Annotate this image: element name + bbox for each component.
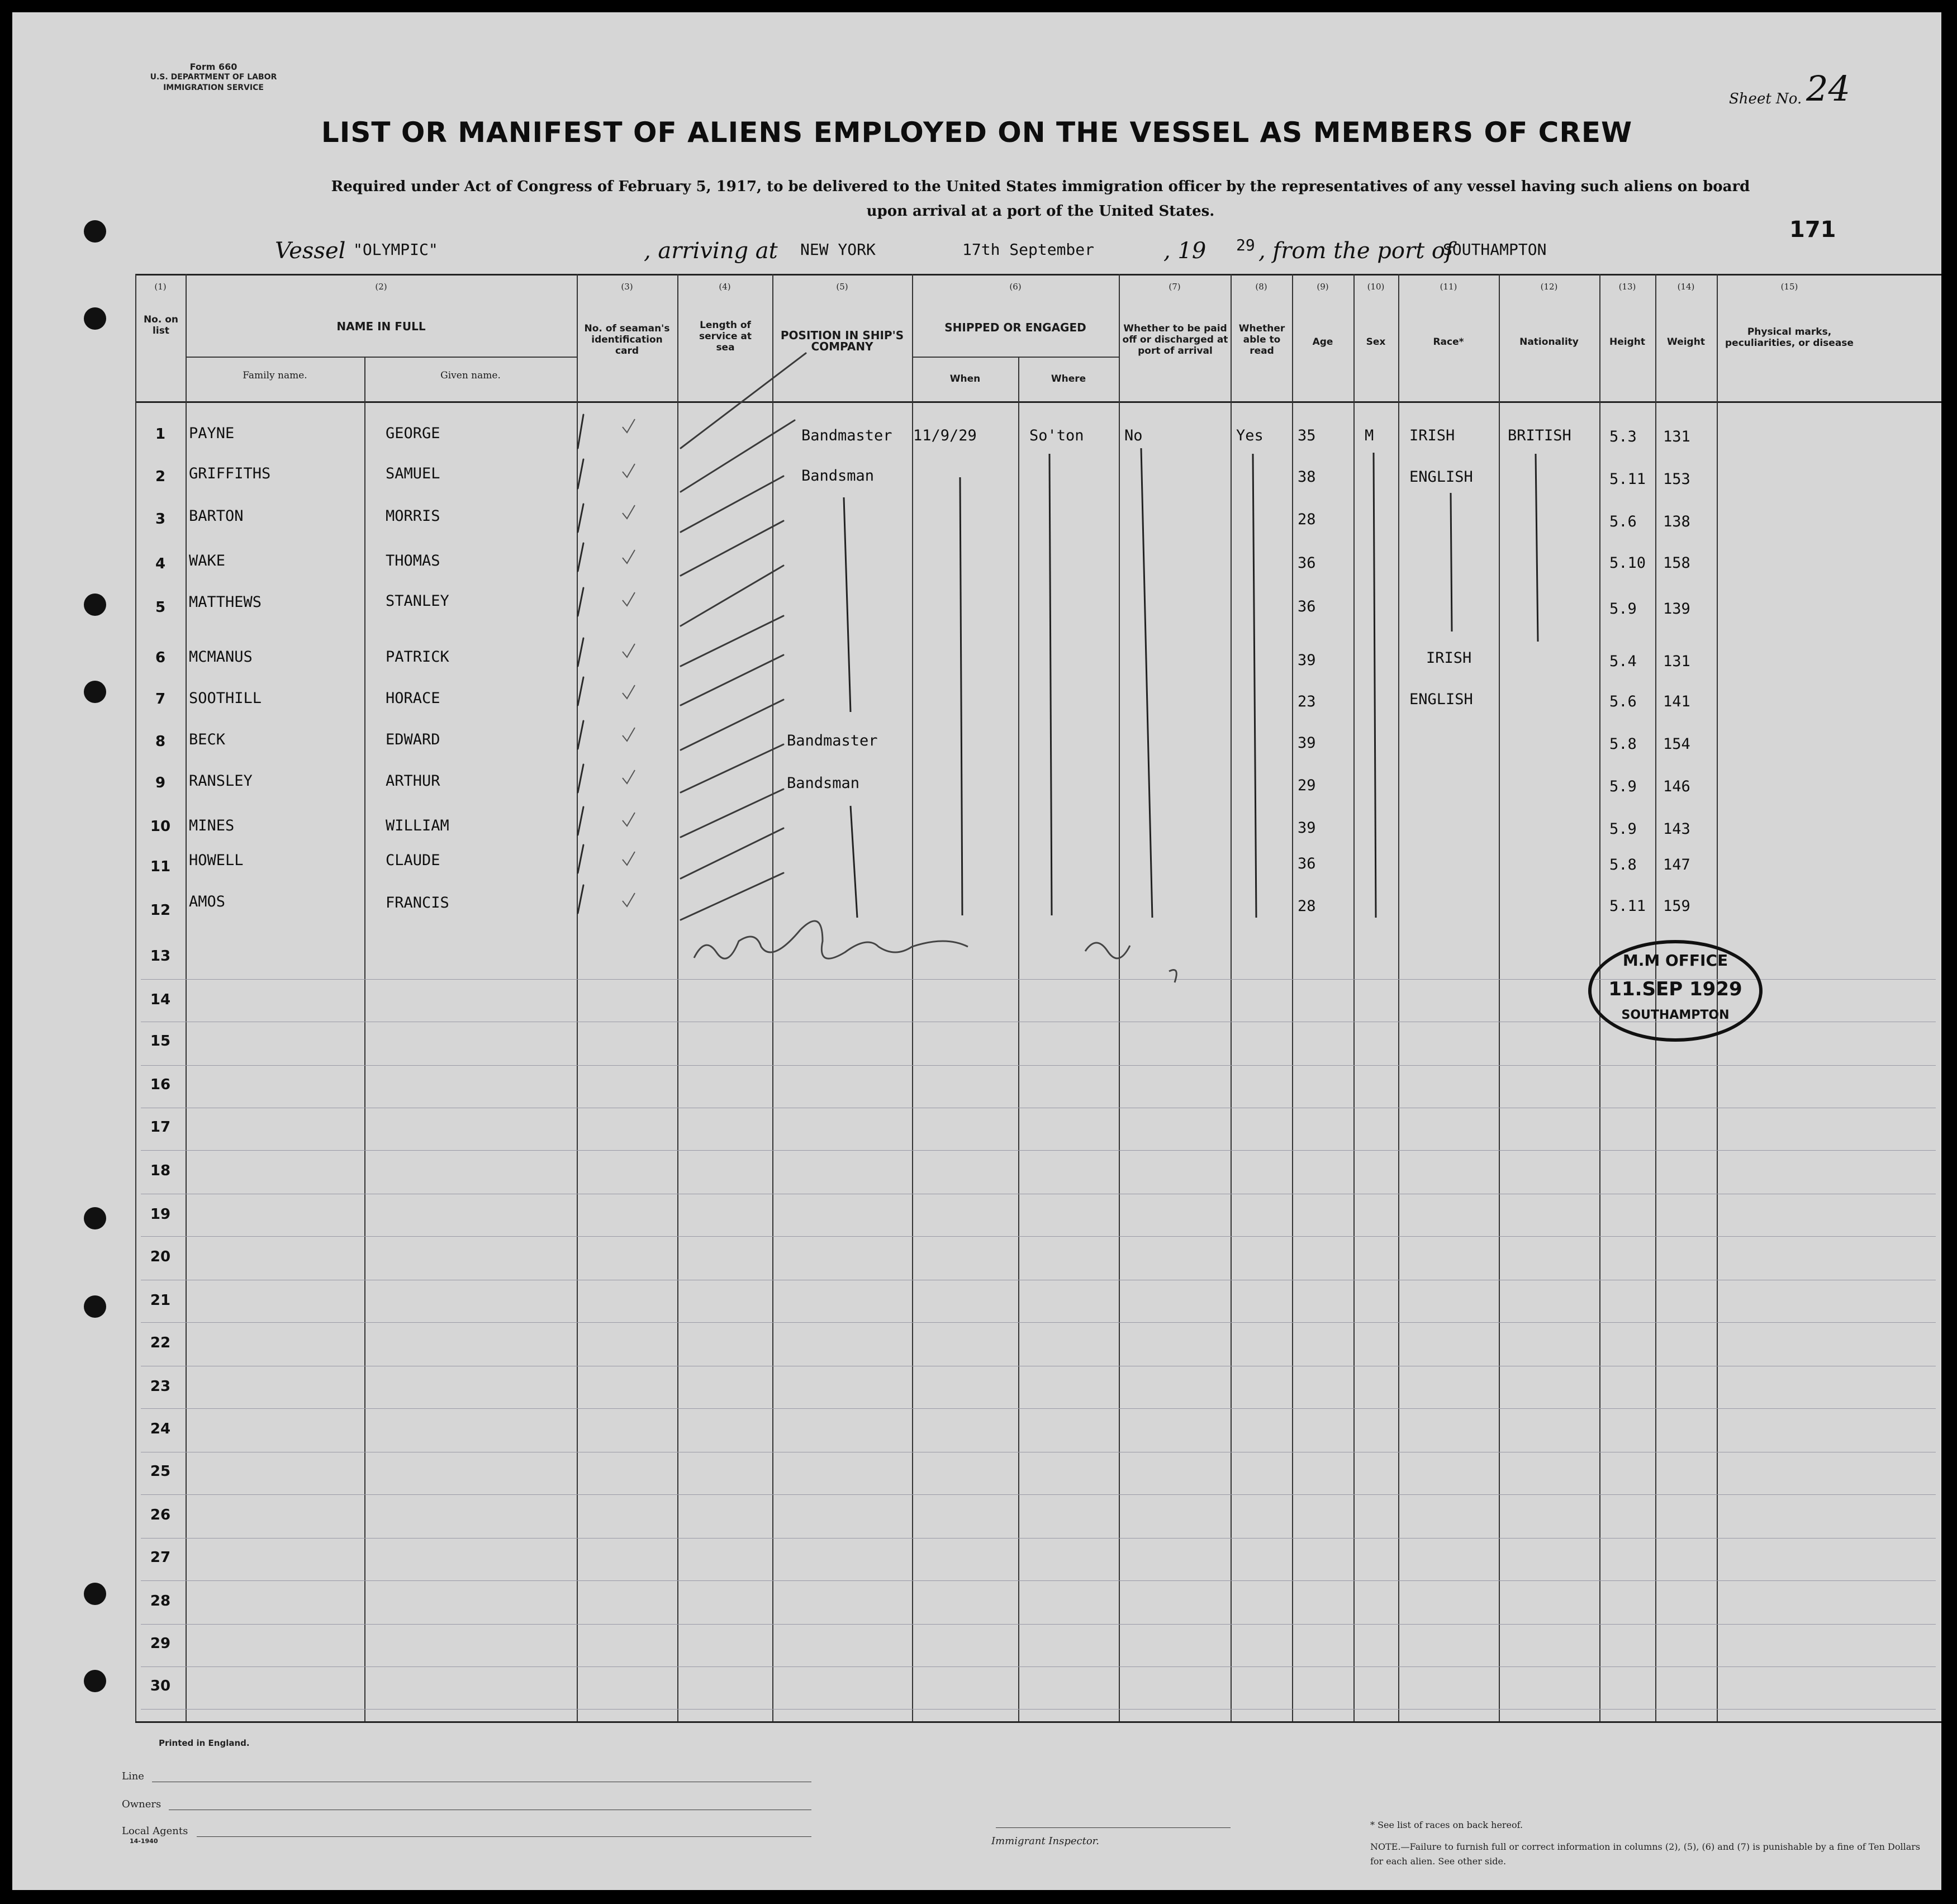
header-where: Where: [1051, 373, 1086, 384]
row-number: 19: [150, 1206, 171, 1223]
row-number: 13: [150, 948, 171, 965]
shipped-when: 11/9/29: [913, 427, 977, 444]
family-name: HOWELL: [189, 852, 244, 869]
header-seaman-card: No. of seaman's identification card: [584, 323, 670, 357]
page-subtitle: Required under Act of Congress of February 5, 1917, to be delivered to the United States immigration officer by the representatives of any vessel having such aliens on board upon arrival at a port of the United States.: [331, 178, 1750, 220]
weight: 131: [1663, 428, 1690, 445]
stamp-bottom: SOUTHAMPTON: [1621, 1008, 1730, 1022]
position: Bandmaster: [787, 732, 878, 749]
header-no-on-list: No. on list: [143, 314, 179, 336]
age: 39: [1298, 652, 1316, 669]
column-number: (4): [719, 282, 731, 292]
family-name: MCMANUS: [189, 648, 253, 666]
header-family-name: Family name.: [243, 370, 307, 381]
weight: 131: [1663, 653, 1690, 670]
sheet-number: 24: [1806, 68, 1850, 109]
department-name: U.S. DEPARTMENT OF LABOR: [150, 73, 277, 82]
height: 5.3: [1609, 428, 1637, 445]
inspector-field: [996, 1827, 1231, 1828]
header-height: Height: [1609, 336, 1645, 348]
column-number: (11): [1440, 282, 1457, 292]
column-number: (7): [1168, 282, 1181, 292]
given-name: MORRIS: [386, 507, 440, 525]
vessel-label: Vessel: [275, 238, 346, 264]
age: 23: [1298, 693, 1316, 710]
column-number: (12): [1540, 282, 1558, 292]
height: 5.11: [1609, 471, 1646, 488]
row-number: 1: [155, 426, 166, 443]
row-number: 12: [150, 902, 171, 919]
able-to-read: Yes: [1236, 427, 1264, 444]
race: IRISH: [1426, 649, 1472, 667]
service-name: IMMIGRATION SERVICE: [163, 83, 264, 92]
column-number: (5): [836, 282, 848, 292]
local-agents-label: Local Agents: [122, 1825, 188, 1837]
height: 5.9: [1609, 820, 1637, 838]
row-number: 3: [155, 511, 166, 528]
weight: 143: [1663, 820, 1690, 838]
vessel-name: "OLYMPIC": [353, 240, 438, 259]
arrival-port: NEW YORK: [800, 240, 876, 259]
weight: 146: [1663, 778, 1690, 795]
row-number: 2: [155, 468, 166, 485]
paid-off: No: [1124, 427, 1143, 444]
header-age: Age: [1312, 336, 1333, 348]
nationality: BRITISH: [1508, 427, 1571, 444]
row-number: 8: [155, 733, 166, 750]
row-number: 21: [150, 1292, 171, 1309]
header-physical-marks: Physical marks, peculiarities, or disease: [1725, 326, 1854, 349]
family-name: MINES: [189, 817, 235, 834]
row-number: 16: [150, 1076, 171, 1093]
given-name: ARTHUR: [386, 772, 440, 790]
header-length-of-service: Length of service at sea: [699, 320, 752, 353]
age: 28: [1298, 511, 1316, 528]
header-race: Race*: [1433, 336, 1464, 348]
given-name: EDWARD: [386, 731, 440, 748]
column-number: (2): [375, 282, 387, 292]
header-when: When: [949, 373, 981, 384]
age: 36: [1298, 855, 1316, 872]
header-given-name: Given name.: [440, 370, 501, 381]
height: 5.6: [1609, 513, 1637, 530]
age: 38: [1298, 468, 1316, 486]
family-name: WAKE: [189, 552, 226, 569]
owners-label: Owners: [122, 1798, 162, 1810]
family-name: SOOTHILL: [189, 690, 262, 707]
column-number: (15): [1780, 282, 1798, 292]
position: Bandsman: [801, 467, 875, 485]
header-shipped-or-engaged: SHIPPED OR ENGAGED: [944, 321, 1086, 334]
family-name: RANSLEY: [189, 772, 253, 790]
given-name: WILLIAM: [386, 817, 449, 834]
given-name: CLAUDE: [386, 852, 440, 869]
row-number: 25: [150, 1463, 171, 1480]
height: 5.8: [1609, 856, 1637, 873]
sex: M: [1365, 427, 1374, 444]
arriving-label: , arriving at: [644, 238, 778, 264]
row-number: 20: [150, 1248, 171, 1265]
stamp-date: 11.SEP 1929: [1608, 978, 1742, 1000]
family-name: AMOS: [189, 893, 226, 910]
family-name: PAYNE: [189, 425, 235, 442]
column-number: (9): [1317, 282, 1329, 292]
column-number: (8): [1255, 282, 1267, 292]
penalty-note: NOTE.—Failure to furnish full or correct information in columns (2), (5), (6) and (7) is punishable by a fine of Ten Dollars for each alien. See other side.: [1370, 1841, 1921, 1867]
given-name: GEORGE: [386, 425, 440, 442]
family-name: BECK: [189, 731, 226, 748]
row-number: 6: [155, 649, 166, 666]
weight: 147: [1663, 856, 1690, 873]
given-name: THOMAS: [386, 552, 440, 569]
from-label: , from the port of: [1258, 238, 1454, 264]
age: 39: [1298, 734, 1316, 752]
height: 5.9: [1609, 600, 1637, 618]
row-number: 11: [150, 858, 171, 875]
given-name: HORACE: [386, 690, 440, 707]
row-number: 22: [150, 1335, 171, 1351]
weight: 158: [1663, 554, 1690, 572]
height: 5.11: [1609, 898, 1646, 915]
column-number: (10): [1367, 282, 1385, 292]
row-number: 9: [155, 775, 166, 791]
row-number: 5: [155, 599, 166, 616]
row-number: 24: [150, 1421, 171, 1437]
weight: 154: [1663, 735, 1690, 753]
given-name: STANLEY: [386, 592, 449, 610]
row-number: 26: [150, 1507, 171, 1523]
page-title: LIST OR MANIFEST OF ALIENS EMPLOYED ON THE VESSEL AS MEMBERS OF CREW: [321, 116, 1633, 149]
departure-port: SOUTHAMPTON: [1443, 240, 1547, 259]
year-prefix: , 19: [1163, 238, 1206, 264]
row-number: 27: [150, 1549, 171, 1566]
age: 36: [1298, 554, 1316, 572]
row-number: 30: [150, 1678, 171, 1694]
given-name: FRANCIS: [386, 894, 449, 911]
age: 39: [1298, 819, 1316, 837]
age: 28: [1298, 898, 1316, 915]
position: Bandmaster: [801, 427, 892, 444]
given-name: PATRICK: [386, 648, 449, 666]
inspector-label: Immigrant Inspector.: [991, 1835, 1100, 1847]
column-number: (3): [621, 282, 633, 292]
race: ENGLISH: [1409, 468, 1473, 486]
arrival-date: 17th September: [962, 240, 1095, 259]
header-nationality: Nationality: [1519, 336, 1579, 348]
weight: 153: [1663, 471, 1690, 488]
race: ENGLISH: [1409, 691, 1473, 708]
line-label: Line: [122, 1770, 144, 1782]
height: 5.10: [1609, 554, 1646, 572]
header-paid-off: Whether to be paid off or discharged at port of arrival: [1122, 323, 1228, 357]
age: 36: [1298, 598, 1316, 615]
sheet-label: Sheet No.: [1729, 91, 1802, 107]
height: 5.6: [1609, 693, 1637, 710]
family-name: BARTON: [189, 507, 244, 525]
race-footnote: * See list of races on back hereof.: [1370, 1820, 1523, 1830]
row-number: 15: [150, 1033, 171, 1050]
row-number: 10: [150, 818, 171, 835]
printed-in-label: Printed in England.: [159, 1738, 250, 1748]
header-weight: Weight: [1667, 336, 1705, 348]
given-name: SAMUEL: [386, 465, 440, 482]
page-number: 171: [1789, 217, 1836, 243]
row-number: 28: [150, 1593, 171, 1609]
column-number: (6): [1009, 282, 1022, 292]
office-stamp: [1588, 940, 1763, 1042]
header-position: POSITION IN SHIP'S COMPANY: [780, 329, 904, 353]
shipped-where: So'ton: [1029, 427, 1084, 444]
height: 5.9: [1609, 778, 1637, 795]
agents-field: [197, 1836, 811, 1837]
row-number: 18: [150, 1162, 171, 1179]
row-number: 23: [150, 1378, 171, 1395]
row-number: 29: [150, 1635, 171, 1652]
stamp-top: M.M OFFICE: [1622, 951, 1728, 970]
family-name: GRIFFITHS: [189, 465, 271, 482]
race: IRISH: [1409, 427, 1455, 444]
row-number: 14: [150, 991, 171, 1008]
column-number: (1): [154, 282, 167, 292]
family-name: MATTHEWS: [189, 593, 262, 611]
form-number: Form 660: [189, 61, 238, 72]
row-number: 17: [150, 1119, 171, 1136]
column-number: (13): [1618, 282, 1636, 292]
height: 5.8: [1609, 735, 1637, 753]
form-code: 14-1940: [130, 1837, 158, 1845]
weight: 159: [1663, 898, 1690, 915]
weight: 139: [1663, 600, 1690, 618]
arrival-year: 29: [1236, 236, 1255, 254]
age: 29: [1298, 777, 1316, 794]
row-number: 7: [155, 691, 166, 708]
row-number: 4: [155, 555, 166, 572]
position: Bandsman: [787, 775, 860, 792]
manifest-sheet: [12, 12, 1941, 1890]
height: 5.4: [1609, 653, 1637, 670]
header-sex: Sex: [1366, 336, 1386, 348]
weight: 141: [1663, 693, 1690, 710]
weight: 138: [1663, 513, 1690, 530]
column-number: (14): [1677, 282, 1695, 292]
header-able-to-read: Whether able to read: [1238, 323, 1285, 357]
age: 35: [1298, 427, 1316, 444]
header-name-in-full: NAME IN FULL: [336, 320, 426, 333]
